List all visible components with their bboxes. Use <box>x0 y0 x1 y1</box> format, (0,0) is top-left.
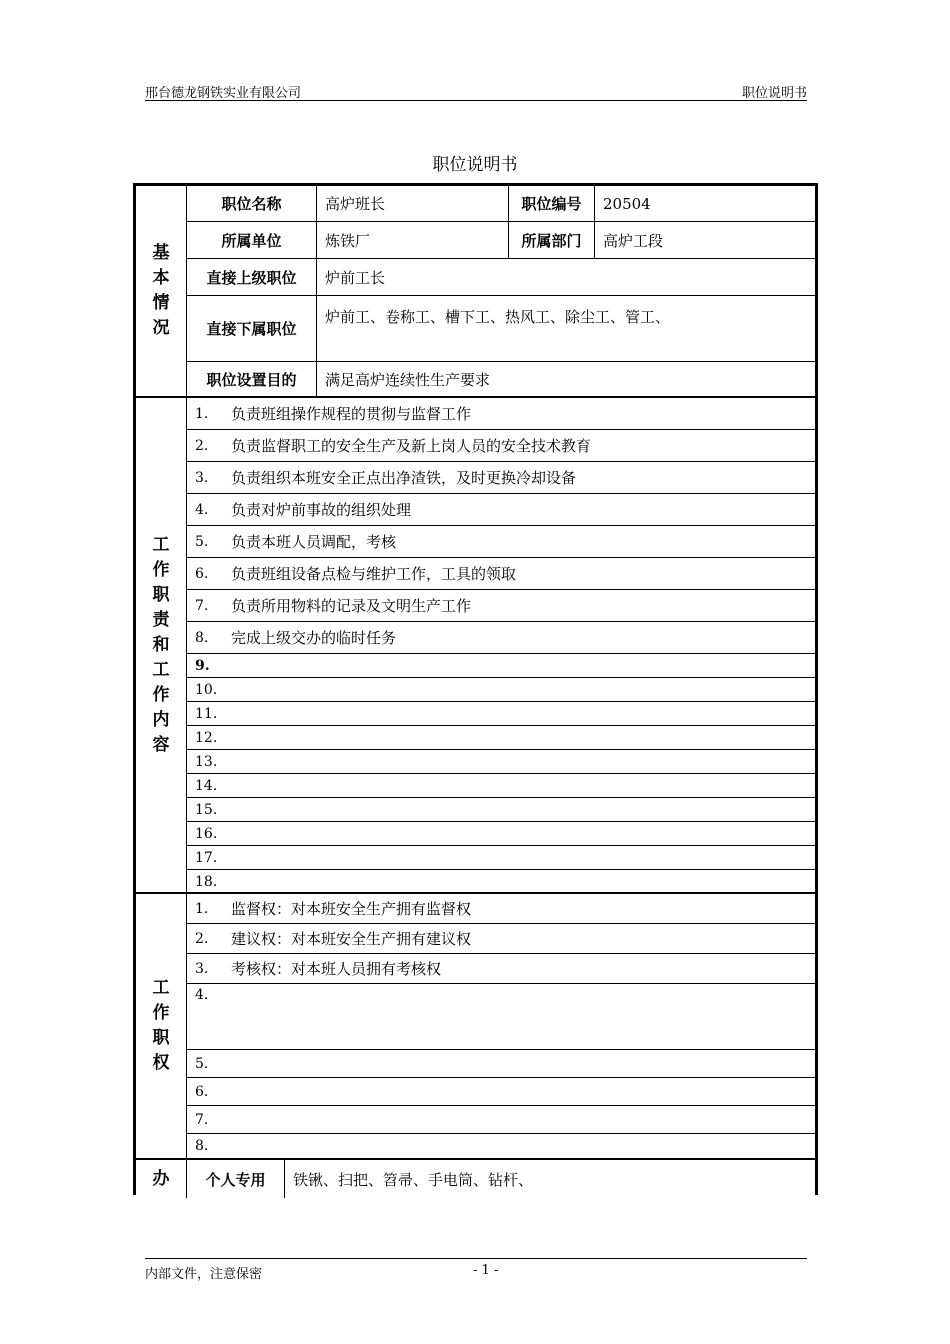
duty-row <box>187 462 815 494</box>
authority-row <box>187 924 815 954</box>
duty-item: 15. <box>195 801 218 818</box>
authority-item: 3. 考核权：对本班人员拥有考核权 <box>195 960 442 978</box>
company-name: 邢台德龙钢铁实业有限公司 <box>145 86 302 101</box>
duty-row <box>187 526 815 558</box>
duty-item: 14. <box>195 777 218 794</box>
authority-item: 8. <box>195 1138 209 1154</box>
duty-item: 18. <box>195 874 218 890</box>
header-doc-type: 职位说明书 <box>741 86 807 101</box>
duty-row <box>187 798 815 822</box>
duty-row <box>187 774 815 798</box>
purpose-label: 职位设置目的 <box>187 362 317 396</box>
duty-item: 5. 负责本班人员调配，考核 <box>195 533 397 551</box>
duty-row <box>187 822 815 846</box>
authority-item: 7. <box>195 1111 209 1128</box>
duty-row <box>187 494 815 526</box>
position-code-value: 20504 <box>603 194 651 213</box>
duty-item: 6. 负责班组设备点检与维护工作，工具的领取 <box>195 565 517 583</box>
subordinate-label: 直接下属职位 <box>187 296 317 361</box>
authority-item: 4. <box>195 987 209 1003</box>
duty-item: 9. <box>195 657 210 674</box>
row-position-name <box>187 186 815 222</box>
duty-row <box>187 430 815 462</box>
superior-label: 直接上级职位 <box>187 259 317 295</box>
authority-row <box>187 984 815 1050</box>
authority-row <box>187 894 815 924</box>
duty-row <box>187 558 815 590</box>
row-superior <box>187 259 815 296</box>
unit-label: 所属单位 <box>187 222 317 258</box>
personal-use-value: 铁锹、扫把、笤帚、手电筒、钻杆、 <box>293 1170 534 1189</box>
page-header <box>145 82 807 101</box>
page-footer <box>145 1258 807 1282</box>
dept-value: 高炉工段 <box>603 231 664 250</box>
duty-item: 7. 负责所用物料的记录及文明生产工作 <box>195 597 472 615</box>
duty-item: 2. 负责监督职工的安全生产及新上岗人员的安全技术教育 <box>195 437 592 455</box>
authority-label: 工 作 职 权 <box>136 894 187 1158</box>
position-name-label: 职位名称 <box>187 186 317 221</box>
duty-item: 11. <box>195 705 218 722</box>
authority-row <box>187 954 815 984</box>
authority-section <box>136 894 815 1160</box>
dept-label: 所属部门 <box>509 222 595 258</box>
authority-row <box>187 1078 815 1106</box>
duty-row <box>187 590 815 622</box>
duty-item: 4. 负责对炉前事故的组织处理 <box>195 501 412 519</box>
duty-row <box>187 678 815 702</box>
authority-item: 6. <box>195 1083 209 1100</box>
office-section <box>136 1160 815 1198</box>
authority-item: 1. 监督权：对本班安全生产拥有监督权 <box>195 900 472 918</box>
duty-item: 16. <box>195 825 218 842</box>
row-purpose <box>187 362 815 396</box>
duty-row <box>187 846 815 870</box>
position-name-value: 高炉班长 <box>317 186 509 221</box>
office-label: 办 <box>136 1160 187 1198</box>
duty-row <box>187 702 815 726</box>
office-personal-row <box>187 1160 815 1198</box>
personal-use-label: 个人专用 <box>187 1160 285 1198</box>
duties-section <box>136 398 815 894</box>
duty-item: 1. 负责班组操作规程的贯彻与监督工作 <box>195 405 472 423</box>
duty-item: 12. <box>195 729 218 746</box>
row-unit <box>187 222 815 259</box>
duty-item: 3. 负责组织本班安全正点出净渣铁，及时更换冷却设备 <box>195 469 577 487</box>
duty-row <box>187 622 815 654</box>
unit-value: 炼铁厂 <box>317 222 509 258</box>
duty-row <box>187 398 815 430</box>
row-subordinate <box>187 296 815 362</box>
duty-item: 13. <box>195 753 218 770</box>
basic-info-section <box>136 186 815 398</box>
basic-info-label: 基 本 情 况 <box>136 186 187 396</box>
position-code-label: 职位编号 <box>509 186 595 221</box>
superior-value: 炉前工长 <box>325 268 386 287</box>
document-title: 职位说明书 <box>432 155 518 175</box>
authority-row <box>187 1050 815 1078</box>
authority-item: 2. 建议权：对本班安全生产拥有建议权 <box>195 930 472 948</box>
duty-row <box>187 726 815 750</box>
subordinate-value: 炉前工、卷称工、槽下工、热风工、除尘工、管工、 <box>325 308 671 326</box>
page-number: - 1 - <box>473 1263 499 1278</box>
duty-row <box>187 870 815 894</box>
duty-item: 10. <box>195 681 218 698</box>
duty-row <box>187 654 815 678</box>
duties-label: 工 作 职 责 和 工 作 内 容 <box>136 398 187 892</box>
authority-item: 5. <box>195 1055 209 1072</box>
duty-row <box>187 750 815 774</box>
confidential-note: 内部文件，注意保密 <box>145 1267 263 1282</box>
authority-row <box>187 1106 815 1134</box>
purpose-value: 满足高炉连续性生产要求 <box>325 370 491 389</box>
duty-item: 17. <box>195 849 218 866</box>
authority-row <box>187 1134 815 1158</box>
duty-item: 8. 完成上级交办的临时任务 <box>195 629 397 647</box>
job-description-table <box>133 183 818 1195</box>
